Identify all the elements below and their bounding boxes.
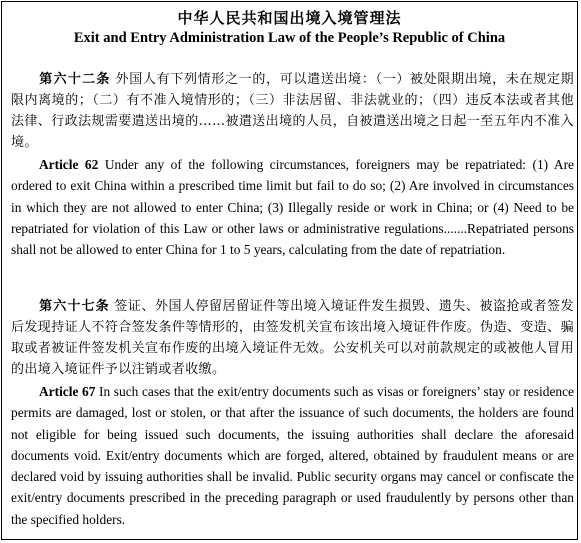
document-title-english: Exit and Entry Administration Law of the People’s Republic of China bbox=[73, 30, 506, 46]
article-67-chinese bbox=[11, 296, 574, 380]
document-title-chinese: 中华人民共和国出境入境管理法 bbox=[177, 9, 402, 27]
document-frame bbox=[1, 1, 578, 540]
article-67-english-text: In such cases that the exit/entry documents such as visas or foreigners’ stay or residence permits are damaged, lost or stolen, or that after the issuance of such documents, the holders are found not eligible for being issued such documents, the issuing authorities shall declare the aforesaid documents void. Exit/entry documents which are forged, altered, obtained by fraudulent means or are declared void by issuing authorities shall be invalid. Public security organs may cancel or confiscate the exit/entry documents prescribed in the preceding paragraph or used fraudulently by persons other than the specified holders. bbox=[11, 384, 574, 527]
article-62-chinese-heading: 第六十二条 bbox=[39, 72, 111, 87]
article-67-chinese-heading: 第六十七条 bbox=[39, 299, 110, 314]
article-67-english-heading: Article 67 bbox=[39, 384, 96, 399]
article-62-chinese-text: 外国人有下列情形之一的，可以遣送出境：（一）被处限期出境，未在规定期限内离境的；（二）有不准入境情形的；（三）非法居留、非法就业的；（四）违反本法或者其他法律、行政法规需要遣送出境的……被遣送出境的人员，自被遣送出境之日起一至五年内不准入境。 bbox=[11, 72, 574, 150]
article-62-english-heading: Article 62 bbox=[39, 157, 99, 172]
article-67-english bbox=[11, 381, 574, 530]
article-62-english-text: Under any of the following circumstances, foreigners may be repatriated: (1) Are ordered to exit China within a prescribed time limit but fail to do so; (2) Are involved in circumstances in which they are not allowed to enter China; (3) Illegally reside or work in China; or (4) Need to be repatriated for violation of this Law or other laws or administrative regulations.......Repatriated persons shall not be allowed to enter China for 1 to 5 years, calculating from the date of repatriation. bbox=[11, 157, 574, 258]
article-62-english bbox=[11, 154, 574, 260]
article-62-chinese bbox=[11, 69, 574, 153]
article-67-chinese-text: 签证、外国人停留居留证件等出境入境证件发生损毁、遗失、被盗抢或者签发后发现持证人不符合签发条件等情形的，由签发机关宣布该出境入境证件作废。伪造、变造、骗取或者被证件签发机关宣布作废的出境入境证件无效。公安机关可以对前款规定的或被他人冒用的出境入境证件予以注销或者收缴。 bbox=[11, 299, 574, 377]
